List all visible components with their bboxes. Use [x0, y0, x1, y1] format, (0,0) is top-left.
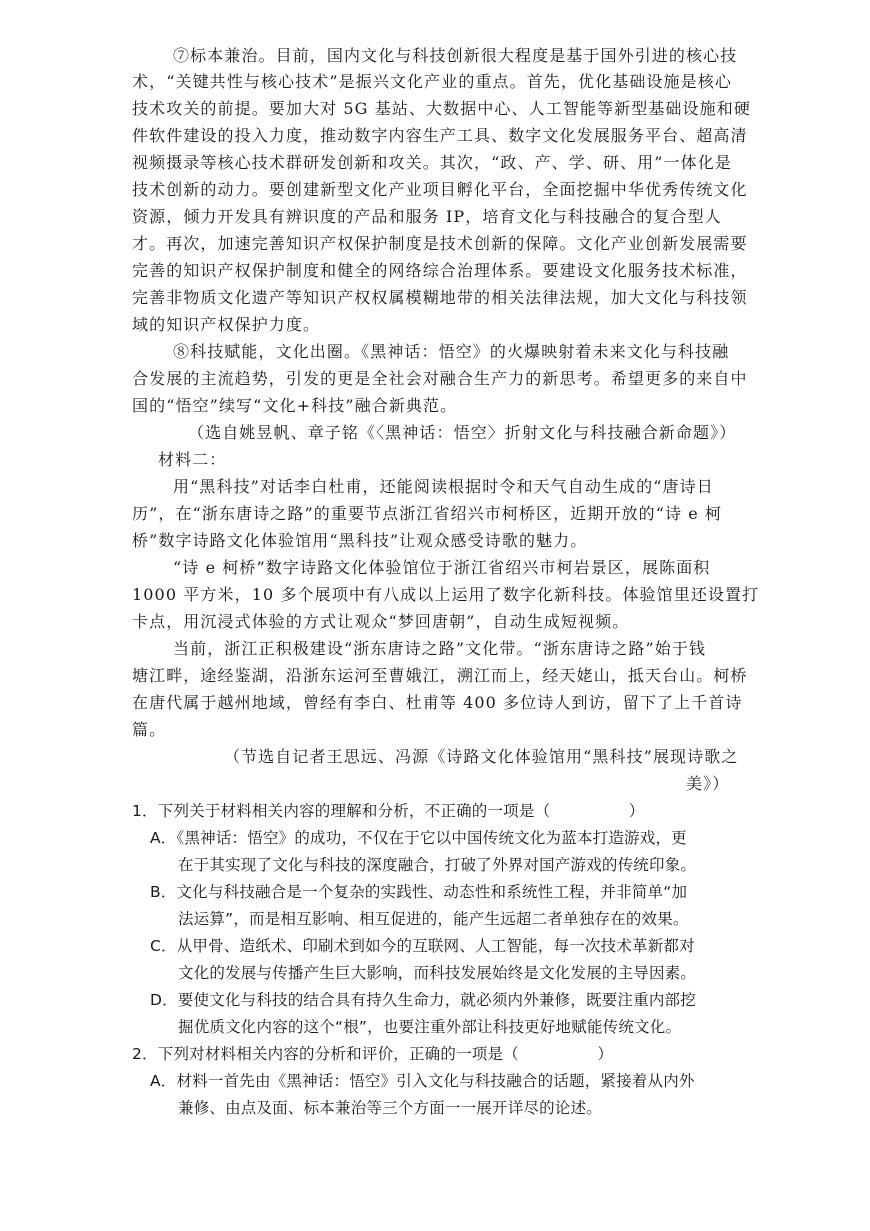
text-line: 当前，浙江正积极建设“浙东唐诗之路”文化带。“浙东唐诗之路”始于钱: [173, 639, 707, 658]
source-citation: （选自姚昱帆、章子铭《〈黑神话：悟空〉折射文化与科技融合新命题》）: [188, 423, 737, 442]
option-d-cont: 掘优质文化内容的这个“根”，也要注重外部让科技更好地赋能传统文化。: [178, 1018, 682, 1036]
text-line: 国的“悟空”续写“文化+科技”融合新典范。: [132, 396, 458, 415]
text-line: 卡点，用沉浸式体验的方式让观众“梦回唐朝”，自动生成短视频。: [132, 612, 630, 631]
text-line: 术，“关键共性与核心技术”是振兴文化产业的重点。首先，优化基础设施是核心: [132, 72, 732, 91]
text-line: 才。再次，加速完善知识产权保护制度是技术创新的保障。文化产业创新发展需要: [132, 234, 748, 253]
question-stem: 1．下列关于材料相关内容的理解和分析，不正确的一项是（ ）: [132, 802, 645, 820]
question-stem: 2．下列对材料相关内容的分析和评价，正确的一项是（ ）: [132, 1045, 614, 1063]
text-line: 用“黑科技”对话李白杜甫，还能阅读根据时令和天气自动生成的“唐诗日: [173, 477, 714, 496]
text-line: 在唐代属于越州地域，曾经有李白、杜甫等 400 多位诗人到访，留下了上千首诗: [132, 693, 743, 712]
text-line: “诗 e 柯桥”数字诗路文化体验馆位于浙江省绍兴市柯岩景区，展陈面积: [173, 558, 711, 577]
text-line: ⑦标本兼治。目前，国内文化与科技创新很大程度是基于国外引进的核心技: [173, 46, 738, 65]
option-a: A．材料一首先由《黑神话：悟空》引入文化与科技融合的话题，紧接着从内外: [150, 1072, 695, 1090]
text-line: 资源，倾力开发具有辨识度的产品和服务 IP，培育文化与科技融合的复合型人: [132, 207, 722, 226]
source-citation: 美》）: [686, 774, 730, 793]
text-line: 历”，在“浙东唐诗之路”的重要节点浙江省绍兴市柯桥区，近期开放的“诗 e 柯: [132, 504, 723, 523]
text-line: 完善的知识产权保护制度和健全的网络综合治理体系。要建设文化服务技术标准，: [132, 261, 748, 280]
source-citation: （节选自记者王思远、冯源《诗路文化体验馆用“黑科技”展现诗歌之: [224, 747, 739, 766]
text-line: 域的知识产权保护力度。: [132, 315, 321, 334]
option-a-cont: 兼修、由点及面、标本兼治等三个方面一一展开详尽的论述。: [178, 1099, 602, 1117]
text-line: ⑧科技赋能，文化出圈。《黑神话：悟空》的火爆映射着未来文化与科技融: [173, 342, 730, 361]
option-b: B．文化与科技融合是一个复杂的实践性、动态性和系统性工程，并非简单“加: [150, 883, 688, 901]
option-a: A．《黑神话：悟空》的成功，不仅在于它以中国传统文化为蓝本打造游戏，更: [150, 829, 687, 847]
text-line: 件软件建设的投入力度，推动数字内容生产工具、数字文化发展服务平台、超高清: [132, 126, 748, 145]
option-d: D．要使文化与科技的结合具有持久生命力，就必须内外兼修，既要注重内部挖: [150, 991, 696, 1009]
text-line: 1000 平方米，10 多个展项中有八成以上运用了数字化新科技。体验馆里还设置打: [132, 585, 760, 604]
text-line: 技术攻关的前提。要加大对 5G 基站、大数据中心、人工智能等新型基础设施和硬: [132, 99, 751, 118]
material-label: 材料二：: [158, 450, 227, 469]
text-line: 塘江畔，途经鉴湖，沿浙东运河至曹娥江，溯江而上，经天姥山，抵天台山。柯桥: [132, 666, 748, 685]
option-c-cont: 文化的发展与传播产生巨大影响，而科技发展始终是文化发展的主导因素。: [178, 964, 697, 982]
option-b-cont: 法运算”，而是相互影响、相互促进的，能产生远超二者单独存在的效果。: [178, 910, 689, 928]
text-line: 合发展的主流趋势，引发的更是全社会对融合生产力的新思考。希望更多的来自中: [132, 369, 748, 388]
text-line: 篇。: [132, 720, 167, 739]
option-c: C．从甲骨、造纸术、印刷术到如今的互联网、人工智能，每一次技术革新都对: [150, 937, 695, 955]
text-line: 技术创新的动力。要创建新型文化产业项目孵化平台，全面挖掘中华优秀传统文化: [132, 180, 748, 199]
text-line: 视频摄录等核心技术群研发创新和攻关。其次，“政、产、学、研、用”一体化是: [132, 153, 732, 172]
text-line: 桥”数字诗路文化体验馆用“黑科技”让观众感受诗歌的魅力。: [132, 531, 588, 550]
text-line: 完善非物质文化遗产等知识产权权属模糊地带的相关法律法规，加大文化与科技领: [132, 288, 748, 307]
option-a-cont: 在于其实现了文化与科技的深度融合，打破了外界对国产游戏的传统印象。: [178, 856, 697, 874]
